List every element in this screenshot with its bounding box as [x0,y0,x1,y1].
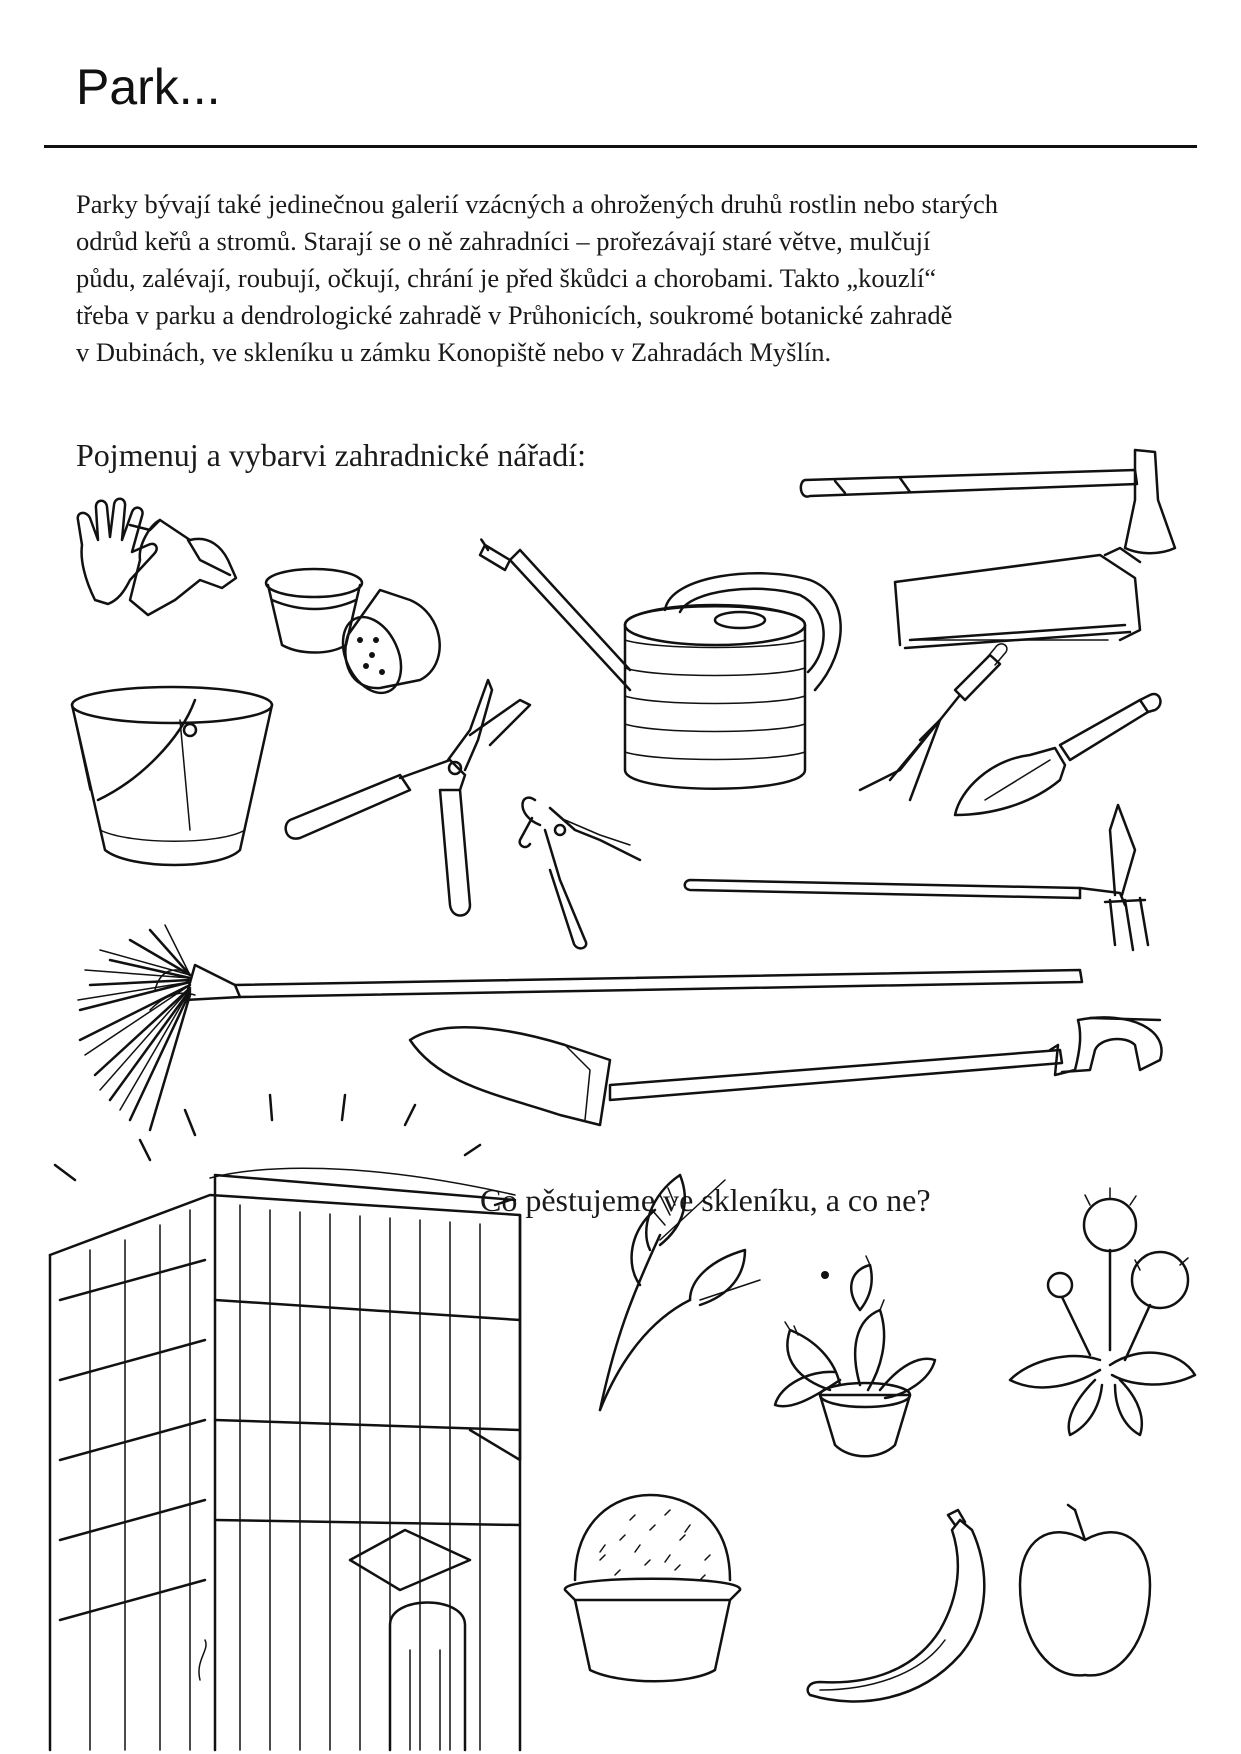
tools-task-heading: Pojmenuj a vybarvi zahradnické nářadí: [76,437,587,473]
dandelion-icon[interactable] [1010,1188,1195,1435]
pruning-shears-icon[interactable] [520,798,640,949]
intro-line: odrůd keřů a stromů. Starají se o ně zahradníci – prořezávají staré větve, mulčují [76,226,931,256]
apple-icon[interactable] [1020,1505,1150,1675]
venus-flytrap-icon[interactable] [775,1256,935,1456]
intro-line: půdu, zalévají, roubují, očkují, chrání je před škůdci a chorobami. Takto „kouzlí“ [76,263,937,293]
cactus-icon[interactable] [565,1495,740,1681]
intro-line: třeba v parku a dendrologické zahradě v Průhonicích, soukromé botanické zahradě [76,300,953,330]
wheat-icon[interactable] [600,1175,760,1410]
leaf-rake-icon[interactable] [78,925,1082,1130]
gloves-icon[interactable] [78,499,236,615]
hoe-icon[interactable] [685,805,1148,950]
axe-icon[interactable] [801,450,1175,553]
page-title: Park... [76,59,221,115]
hedge-shears-icon[interactable] [286,680,530,916]
hand-rake-icon[interactable] [860,644,1007,800]
trowel-icon[interactable] [955,694,1160,815]
intro-line: v Dubinách, ve skleníku u zámku Konopiště nebo v Zahradách Myšlín. [76,337,832,367]
watering-can-icon[interactable] [480,540,841,789]
bucket-icon[interactable] [72,687,272,865]
intro-line: Parky bývají také jedinečnou galerií vzácných a ohrožených druhů rostlin nebo starých [76,189,999,219]
flower-pots-icon[interactable] [266,569,440,702]
spade-icon[interactable] [410,1017,1162,1125]
greenhouse-icon[interactable] [50,1095,520,1750]
greenhouse-task-heading: Co pěstujeme ve skleníku, a co ne? [480,1182,931,1218]
hacksaw-icon[interactable] [895,548,1140,648]
banana-icon[interactable] [808,1510,985,1702]
